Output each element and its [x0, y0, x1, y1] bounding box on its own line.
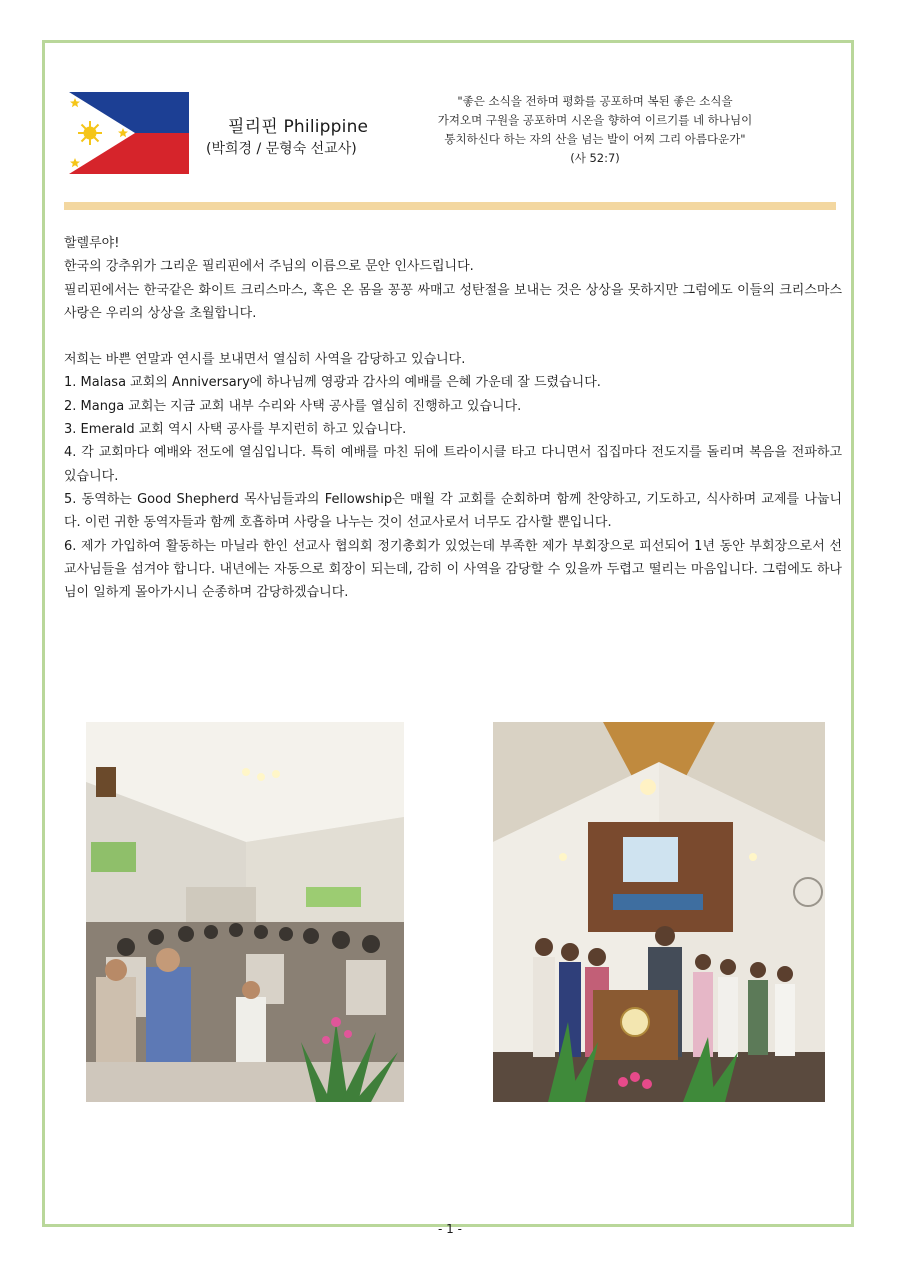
scripture-verse: [380, 92, 810, 168]
list-item: 1. Malasa 교회의 Anniversary에 하나님께 영광과 감사의 예배를 은혜 가운데 잘 드렸습니다.: [64, 375, 601, 391]
verse-reference: (사 52:7): [570, 151, 620, 165]
country-title: 필리핀 Philippine: [228, 117, 369, 137]
paragraph-gap: [64, 325, 842, 348]
list-item: 4. 각 교회마다 예배와 전도에 열심입니다. 특히 예배를 마친 뒤에 트라이시클 타고 다니면서 집집마다 전도지를 돌리며 복음을 전파하고 있습니다.: [64, 445, 842, 484]
page-number: - 1 -: [438, 1222, 462, 1236]
worship-team-photo: [493, 722, 825, 1102]
verse-line: "좋은 소식을 전하며 평화를 공포하며 복된 좋은 소식을: [457, 94, 733, 108]
list-item: 6. 제가 가입하여 활동하는 마닐라 한인 선교사 협의회 정기총회가 있었는데 부족한 제가 부회장으로 피선되어 1년 동안 부회장으로서 선교사님들을 섬겨야 합니다. 내년에는 자동으로 회장이 되는데, 감히 이 사역을 감당할 수 있을까 두렵고 떨리는 마음입니다. 그럼에도 하나님이 일하게 몰아가시니 순종하며 감당하겠습니다.: [64, 538, 842, 601]
verse-line: 통치하신다 하는 자의 산을 넘는 발이 어찌 그리 아름다운가": [444, 132, 746, 146]
paragraph: 한국의 강추위가 그리운 필리핀에서 주님의 이름으로 문안 인사드립니다.: [64, 259, 474, 275]
paragraph: 저희는 바쁜 연말과 연시를 보내면서 열심히 사역을 감당하고 있습니다.: [64, 352, 466, 368]
list-item: 3. Emerald 교회 역시 사택 공사를 부지런히 하고 있습니다.: [64, 422, 407, 438]
verse-line: 가져오며 구원을 공포하며 시온을 향하여 이르기를 네 하나님이: [437, 113, 753, 127]
congregation-photo: [86, 722, 404, 1102]
header-divider: [64, 202, 836, 210]
missionary-names: (박희경 / 문형숙 선교사): [206, 141, 357, 157]
paragraph: 필리핀에서는 한국같은 화이트 크리스마스, 혹은 온 몸을 꽁꽁 싸매고 성탄절을 보내는 것은 상상을 못하지만 그럼에도 이들의 크리스마스 사랑은 우리의 상상을 초월합니다.: [64, 282, 842, 321]
philippine-flag-icon: [69, 92, 189, 174]
greeting: 할렐루야!: [64, 236, 120, 251]
letter-body: [64, 232, 842, 604]
list-item: 2. Manga 교회는 지금 교회 내부 수리와 사택 공사를 열심히 진행하고 있습니다.: [64, 398, 522, 414]
list-item: 5. 동역하는 Good Shepherd 목사님들과의 Fellowship은 매월 각 교회를 순회하며 함께 찬양하고, 기도하고, 식사하며 교제를 나눕니다. 이런 귀한 동역자들과 함께 호흡하며 사랑을 나누는 것이 선교사로서 너무도 감사할 뿐입니다.: [64, 491, 842, 531]
